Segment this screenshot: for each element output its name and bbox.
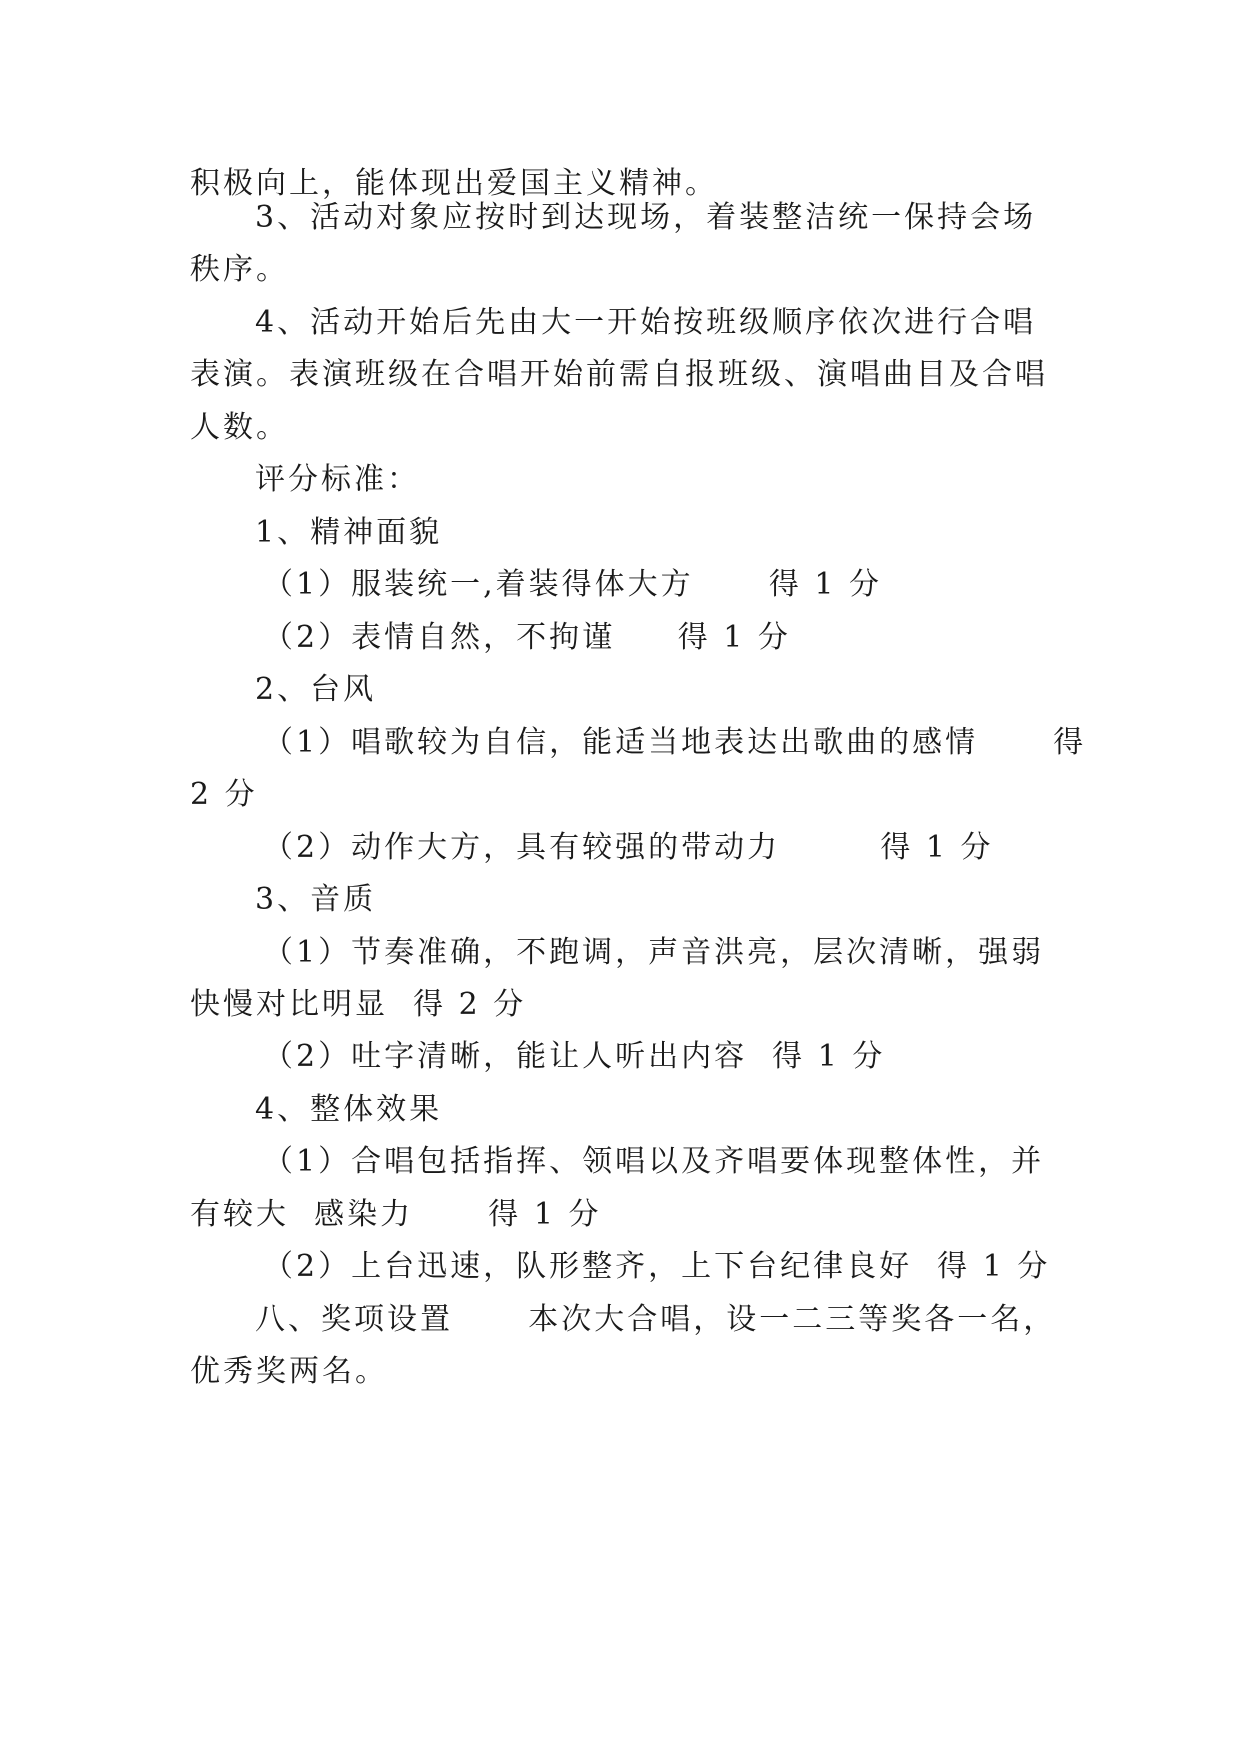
text-line: 有较大 感染力 得 1 分 — [190, 1197, 602, 1232]
text-line: （1）唱歌较为自信，能适当地表达出歌曲的感情 得 — [263, 725, 1087, 760]
text-line: 评分标准： — [255, 462, 420, 497]
text-line: 人数。 — [190, 410, 289, 445]
text-line: （1）合唱包括指挥、领唱以及齐唱要体现整体性，并 — [263, 1144, 1045, 1179]
text-line: 表演。表演班级在合唱开始前需自报班级、演唱曲目及合唱 — [190, 357, 1048, 392]
section-heading: 2、台风 — [255, 672, 377, 707]
text-line: （1）节奏准确，不跑调，声音洪亮，层次清晰，强弱 — [263, 935, 1045, 970]
text-line: （2）上台迅速，队形整齐，上下台纪律良好 得 1 分 — [263, 1249, 1051, 1284]
text-line: 快慢对比明显 得 2 分 — [190, 987, 527, 1022]
text-line: 秩序。 — [190, 252, 289, 287]
text-line: 3、活动对象应按时到达现场，着装整洁统一保持会场 — [255, 200, 1037, 235]
section-heading: 1、精神面貌 — [255, 515, 443, 550]
text-line: 2 分 — [190, 777, 258, 812]
section-heading: 3、音质 — [255, 882, 377, 917]
text-line: （2）表情自然，不拘谨 得 1 分 — [263, 620, 791, 655]
text-line: 积极向上，能体现出爱国主义精神。 — [190, 166, 718, 201]
section-heading: 4、整体效果 — [255, 1092, 443, 1127]
text-line: （1）服装统一,着装得体大方 得 1 分 — [263, 567, 882, 602]
section-heading: 八、奖项设置 本次大合唱，设一二三等奖各一名， — [255, 1302, 1057, 1337]
text-line: （2）吐字清晰，能让人听出内容 得 1 分 — [263, 1039, 886, 1074]
text-line: 优秀奖两名。 — [190, 1354, 388, 1389]
text-line: （2）动作大方，具有较强的带动力 得 1 分 — [263, 830, 994, 865]
text-line: 4、活动开始后先由大一开始按班级顺序依次进行合唱 — [255, 305, 1037, 340]
